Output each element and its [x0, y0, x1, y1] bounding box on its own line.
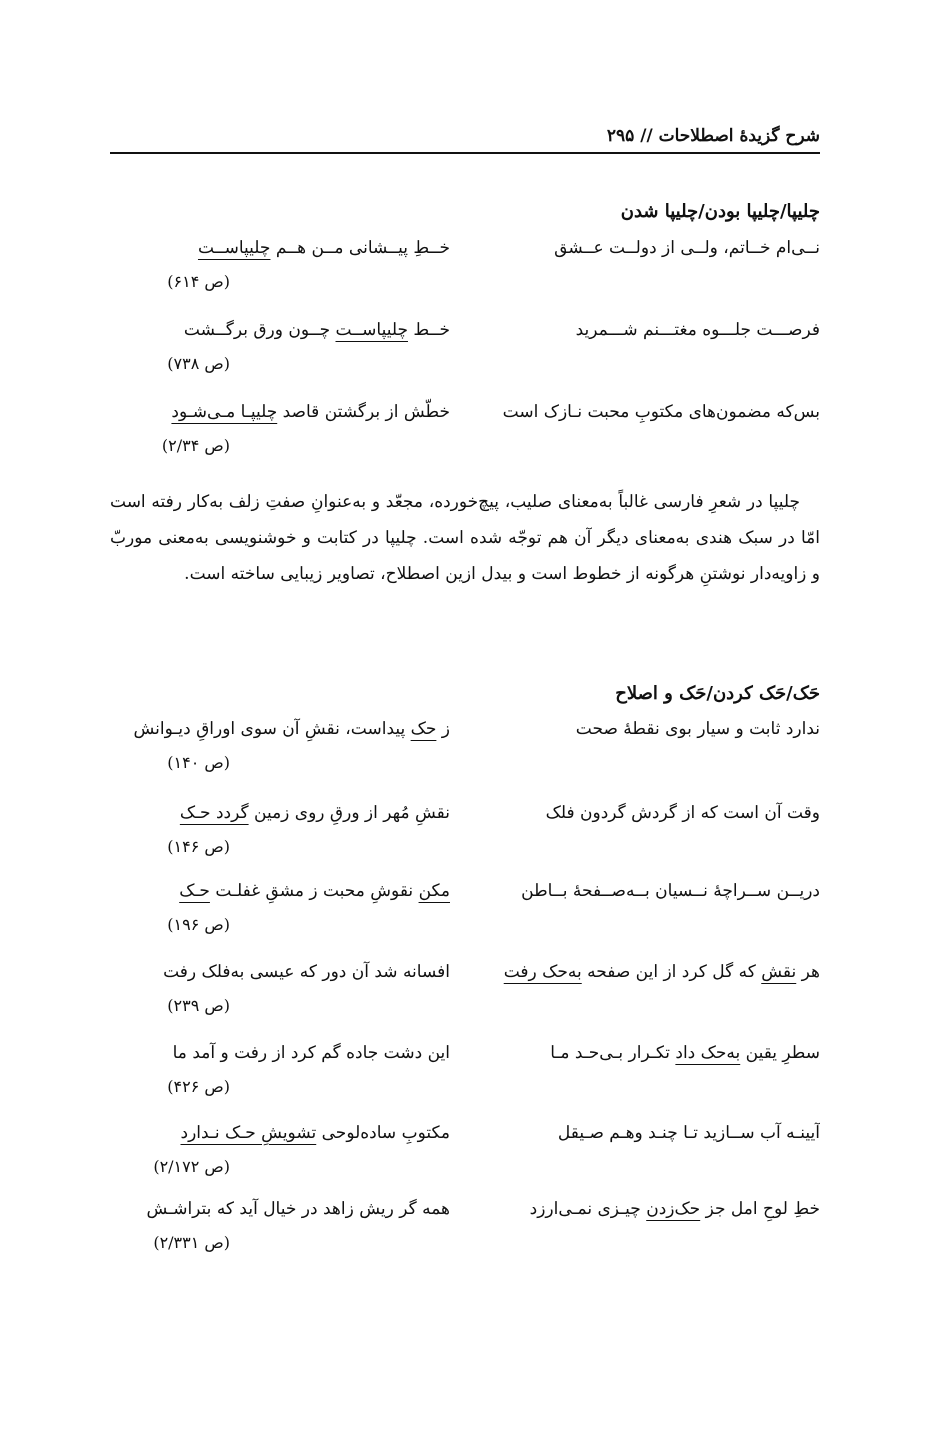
- hemistich-second: [110, 396, 450, 428]
- underlined-term: چلیپاســت: [197, 238, 271, 258]
- verse-text: بس‌که مضمون‌های مکتوبِ محبت نـازک است: [502, 402, 820, 422]
- couplet: [110, 875, 820, 955]
- verse-text: وقت آن است که از گردش گردون فلک: [545, 803, 820, 823]
- verse-text: ز: [436, 719, 450, 739]
- couplet: [110, 314, 820, 394]
- verse-text: نــی‌ام خــاتم، ولــی از دولــت عــشق: [554, 238, 820, 258]
- couplet: [110, 396, 820, 476]
- verse-text: آیینـه آب ســازید تـا چنـد وهـم صـیقل: [557, 1123, 820, 1143]
- page-reference: (ص ۴۲۶): [167, 1077, 230, 1096]
- underlined-term: چلیپاســت: [335, 320, 408, 340]
- verse-text: خــطِ پیــشانی مــن هــم: [270, 238, 450, 258]
- underlined-term: چلیپـا مـی‌شـود: [171, 402, 278, 422]
- couplet: [110, 956, 820, 1036]
- hemistich-second: [110, 797, 450, 829]
- hemistich-first: [480, 713, 820, 745]
- underlined-term: نقش: [761, 962, 797, 982]
- verse-text: که گل کرد از این صفحه: [581, 962, 762, 982]
- verse-text: همه گر ریش زاهد در خیال آید که بتراشـش: [146, 1199, 450, 1219]
- hemistich-first: [480, 232, 820, 264]
- verse-text: سطرِ یقین: [740, 1043, 820, 1063]
- hemistich-second: [110, 314, 450, 346]
- verse-text: فرصـــت جلـــوه مغتـــنم شـــمرید: [575, 320, 820, 340]
- hemistich-first: [480, 396, 820, 428]
- page-reference: (ص ۱۹۶): [167, 915, 230, 934]
- hemistich-first: [480, 797, 820, 829]
- underlined-term: به‌حک رفت: [503, 962, 582, 982]
- verse-text: پیداست، نقشِ آن سوی اوراقِ دیـوانش: [133, 719, 411, 739]
- verse-text: مکتوبِ ساده‌لوحی: [316, 1123, 450, 1143]
- hemistich-second: [110, 1193, 450, 1225]
- underlined-term: حـک: [179, 881, 210, 901]
- couplet: [110, 232, 820, 312]
- hemistich-second: [110, 713, 450, 745]
- page-reference: (ص ۲۳۹): [167, 996, 230, 1015]
- couplet: [110, 1193, 820, 1273]
- running-header: شرح گزیدهٔ اصطلاحات // ۲۹۵: [110, 122, 820, 154]
- page-reference: (ص ۲/۳۳۱): [153, 1233, 230, 1252]
- hemistich-second: [110, 1037, 450, 1069]
- verse-text: افسانه شد آن دور که عیسی به‌فلک رفت: [163, 962, 450, 982]
- hemistich-second: [110, 1117, 450, 1149]
- couplet: [110, 713, 820, 793]
- hemistich-second: [110, 875, 450, 907]
- underlined-term: گردد حـک: [179, 803, 249, 823]
- verse-text: چیـزی نمـی‌ارزد: [529, 1199, 647, 1219]
- section-title-hak: حَک/حَک کردن/حَک و اصلاح: [615, 683, 820, 704]
- verse-text: نقوشِ محبت ز مشقِ غفلـت: [209, 881, 419, 901]
- underlined-term: حک‌زدن: [646, 1199, 701, 1219]
- verse-text: چــون ورق برگــشت: [183, 320, 336, 340]
- page-reference: (ص ۶۱۴): [167, 272, 230, 291]
- section-title-chalipa: چلیپا/چلیپا بودن/چلیپا شدن: [620, 201, 820, 222]
- underlined-term: حک: [410, 719, 437, 739]
- hemistich-first: [480, 314, 820, 346]
- underlined-term: مکن: [418, 881, 450, 901]
- hemistich-first: [480, 1117, 820, 1149]
- hemistich-second: [110, 956, 450, 988]
- hemistich-first: [480, 1037, 820, 1069]
- couplet: [110, 1037, 820, 1117]
- page-reference: (ص ۲/۱۷۲): [153, 1157, 230, 1176]
- hemistich-first: [480, 1193, 820, 1225]
- body-paragraph: چلیپا در شعرِ فارسی غالباً به‌معنای صلیب، پیچ‌خورده، مجعّد و به‌عنوانِ صفتِ زلف به‌کار رفته است امّا در سبک هندی به‌معنای دیگر آن هم توجّه شده است. چلیپا در کتابت و خوشنویسی به‌معنی موربّ و زاویه‌دار نوشتنِ هرگونه از خطوط است و بیدل ازین اصطلاح، تصاویر زیبایی ساخته است.: [110, 492, 820, 584]
- page-reference: (ص ۱۴۰): [167, 753, 230, 772]
- couplet: [110, 797, 820, 877]
- hemistich-first: [480, 875, 820, 907]
- verse-text: خــط: [407, 320, 450, 340]
- couplet: [110, 1117, 820, 1197]
- verse-text: نقشِ مُهر از ورقِ روی زمین: [248, 803, 450, 823]
- hemistich-second: [110, 232, 450, 264]
- verse-text: هر: [796, 962, 820, 982]
- underlined-term: به‌حک داد: [675, 1043, 741, 1063]
- verse-text: خطِ لوحِ امل جز: [700, 1199, 820, 1219]
- verse-text: این دشت جاده گم کرد از رفت و آمد ما: [172, 1043, 450, 1063]
- hemistich-first: [480, 956, 820, 988]
- verse-text: تکـرار بـی‌حـد مـا: [550, 1043, 676, 1063]
- page-reference: (ص ۷۳۸): [167, 354, 230, 373]
- underlined-term: تشویشِ حـک نـدارد: [180, 1123, 317, 1143]
- verse-text: خطّش از برگشتن قاصد: [277, 402, 450, 422]
- page-reference: (ص ۱۴۶): [167, 837, 230, 856]
- page-reference: (ص ۲/۳۴): [161, 436, 230, 455]
- verse-text: دریــن ســراچهٔ نــسیان بــه‌صــفحهٔ بــاطن: [521, 881, 820, 901]
- verse-text: ندارد ثابت و سیار بوی نقطهٔ صحت: [575, 719, 820, 739]
